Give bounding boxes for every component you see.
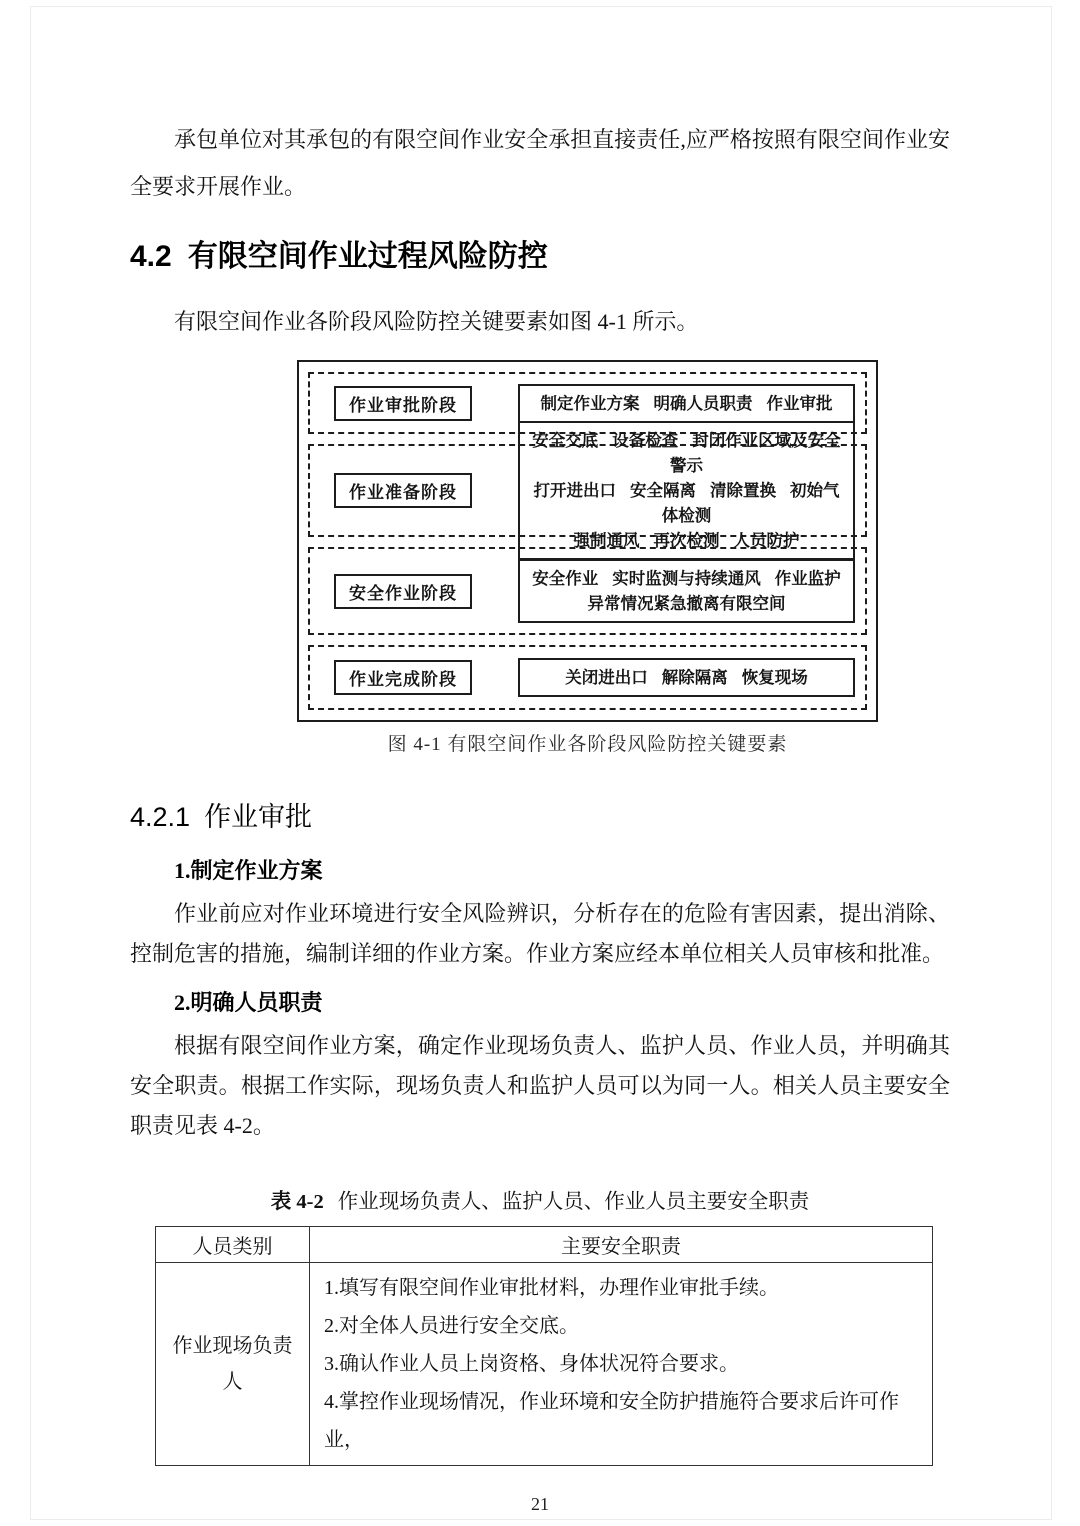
item1-paragraph: 作业前应对作业环境进行安全风险辨识，分析存在的危险有害因素，提出消除、控制危害的措施，编制详细的作业方案。作业方案应经本单位相关人员审核和批准。	[130, 901, 950, 966]
section-title: 有限空间作业过程风险防控	[187, 240, 548, 273]
stage-row-safe-operation	[308, 547, 867, 635]
category-cell: 作业现场负责人	[156, 1263, 310, 1466]
item2-title: 2.明确人员职责	[174, 990, 323, 1015]
column-header-duties: 主要安全职责	[310, 1227, 933, 1263]
item1-title: 1.制定作业方案	[174, 858, 323, 883]
duty-line: 4.掌控作业现场情况，作业环境和安全防护措施符合要求后许可作业，	[324, 1391, 899, 1451]
subsection-title: 作业审批	[204, 802, 313, 832]
section-number: 4.2	[130, 240, 172, 273]
stage-content-line: 关闭进出口 解除隔离 恢复现场	[565, 668, 808, 687]
duty-line: 2.对全体人员进行安全交底。	[324, 1315, 579, 1337]
duty-table	[155, 1226, 933, 1466]
figure-caption: 图 4-1 有限空间作业各阶段风险防控关键要素	[387, 734, 788, 755]
stage-row-preparation	[308, 431, 867, 550]
stage-content-line: 安全交底 设备检查 封闭作业区域及安全警示	[532, 431, 841, 475]
duties-cell	[310, 1263, 933, 1466]
stage-label: 作业审批阶段	[334, 386, 472, 421]
item2-paragraph: 根据有限空间作业方案，确定作业现场负责人、监护人员、作业人员，并明确其安全职责。根据工作实际，现场负责人和监护人员可以为同一人。相关人员主要安全职责见表 4-2。	[130, 1033, 950, 1138]
stage-content	[518, 384, 855, 423]
stage-label: 作业完成阶段	[334, 660, 472, 695]
stage-label: 作业准备阶段	[334, 473, 472, 508]
stage-content-line: 制定作业方案 明确人员职责 作业审批	[540, 393, 833, 413]
stage-row-completion	[308, 645, 867, 710]
table-row	[156, 1263, 933, 1466]
column-header-category: 人员类别	[156, 1227, 310, 1263]
duty-line: 1.填写有限空间作业审批材料，办理作业审批手续。	[324, 1277, 779, 1299]
stage-content	[518, 421, 855, 560]
table-caption-text: 作业现场负责人、监护人员、作业人员主要安全职责	[337, 1191, 810, 1213]
subsection-heading	[130, 798, 950, 836]
stage-content	[518, 658, 855, 697]
duty-line: 3.确认作业人员上岗资格、身体状况符合要求。	[324, 1353, 739, 1375]
intro-paragraph: 承包单位对其承包的有限空间作业安全承担直接责任,应严格按照有限空间作业安全要求开展作业。	[130, 127, 950, 199]
subsection-number: 4.2.1	[130, 802, 191, 832]
figure-4-1	[297, 360, 878, 758]
section-heading	[130, 236, 950, 278]
table-caption	[130, 1188, 950, 1216]
table-header-row	[156, 1227, 933, 1263]
stage-content	[518, 559, 855, 623]
stage-content-line: 打开进出口 安全隔离 清除置换 初始气体检测	[533, 481, 840, 525]
stage-content-line: 异常情况紧急撤离有限空间	[587, 594, 786, 613]
section-lead-paragraph: 有限空间作业各阶段风险防控关键要素如图 4-1 所示。	[174, 309, 699, 334]
stage-content-line: 强制通风 再次检测 人员防护	[573, 531, 800, 550]
stage-content-line: 安全作业 实时监测与持续通风 作业监护	[532, 569, 841, 588]
page-number: 21	[531, 1494, 549, 1514]
stage-label: 安全作业阶段	[334, 574, 472, 609]
table-caption-label: 表 4-2	[270, 1191, 324, 1213]
stages-diagram	[297, 360, 878, 722]
